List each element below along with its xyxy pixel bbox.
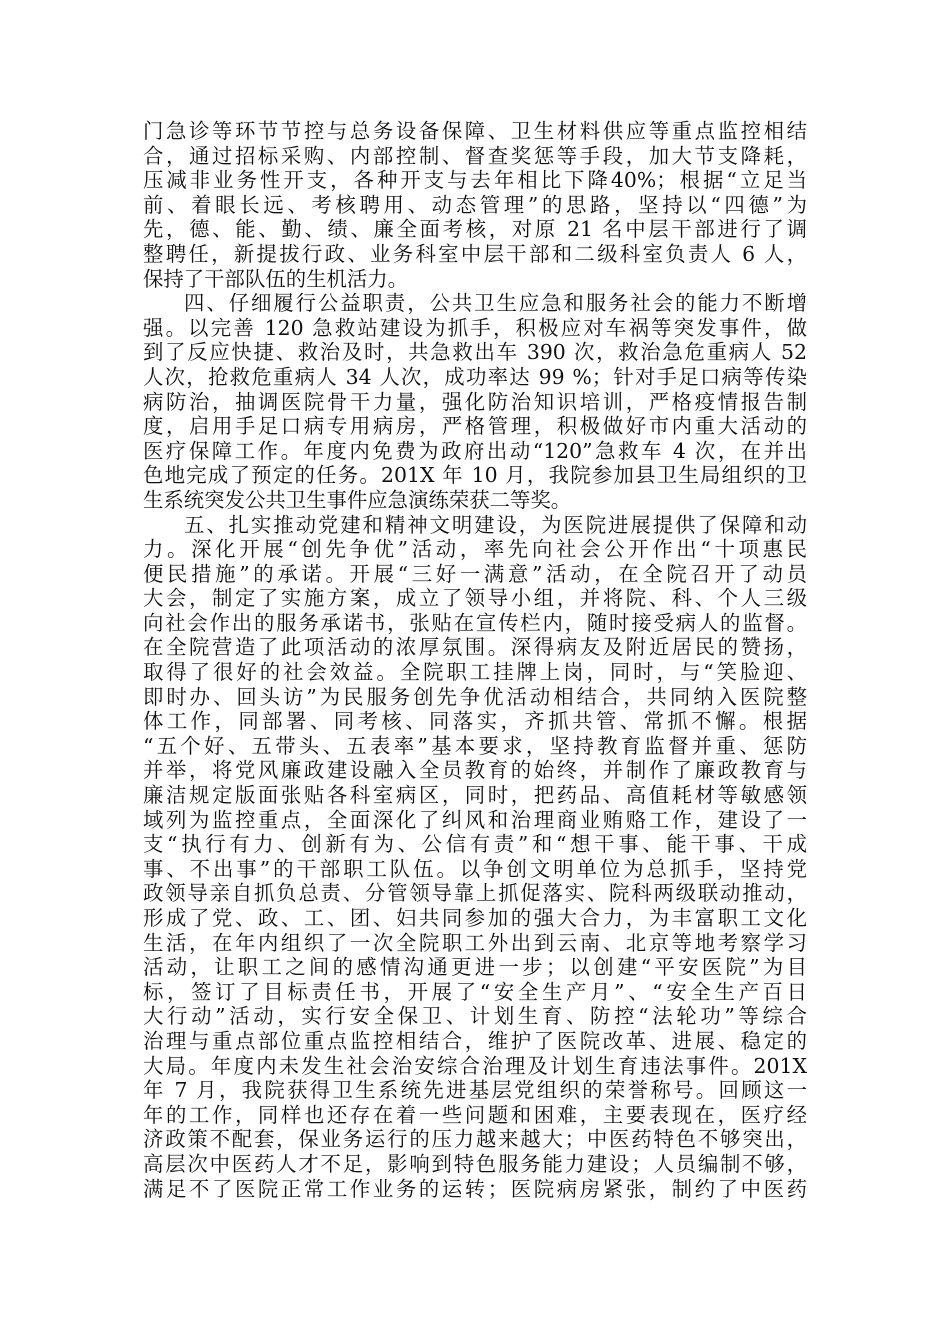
text-line: 在全院营造了此项活动的浓厚氛围。深得病友及附近居民的赞扬， <box>143 635 807 660</box>
text-line: 力。深化开展“创先争优”活动，率先向社会公开作出“十项惠民 <box>143 537 807 562</box>
text-line: 年 7 月，我院获得卫生系统先进基层党组织的荣誉称号。回顾这一 <box>143 1078 807 1103</box>
text-line: 大会，制定了实施方案，成立了领导小组，并将院、科、个人三级 <box>143 586 807 611</box>
text-line: 整聘任，新提拔行政、业务科室中层干部和二级科室负责人 6 人， <box>143 241 807 266</box>
text-line: 标，签订了目标责任书，开展了“安全生产月”、“安全生产百日 <box>143 979 807 1004</box>
text-line: 强。以完善 120 急救站建设为抓手，积极应对车祸等突发事件，做 <box>143 315 807 340</box>
paragraph-5 <box>143 513 807 1202</box>
text-line: 人次，抢救危重病人 34 人次，成功率达 99 %；针对手足口病等传染 <box>143 364 807 389</box>
text-line: 高层次中医药人才不足，影响到特色服务能力建设；人员编制不够， <box>143 1151 807 1176</box>
text-line: 治理与重点部位重点监控相结合，维护了医院改革、进展、稳定的 <box>143 1028 807 1053</box>
text-line: 病防治，抽调医院骨干力量，强化防治知识培训，严格疫情报告制 <box>143 389 807 414</box>
text-line: 到了反应快捷、救治及时，共急救出车 390 次，救治急危重病人 52 <box>143 340 807 365</box>
text-line: 活动，让职工之间的感情沟通更进一步；以创建“平安医院”为目 <box>143 955 807 980</box>
text-line: 政领导亲自抓负总责、分管领导靠上抓促落实、院科两级联动推动， <box>143 881 807 906</box>
text-line: 廉洁规定版面张贴各科室病区，同时，把药品、高值耗材等敏感领 <box>143 783 807 808</box>
text-line: 合，通过招标采购、内部控制、督查奖惩等手段，加大节支降耗， <box>143 143 807 168</box>
paragraph-3-continued <box>143 119 807 291</box>
text-line: 便民措施”的承诺。开展“三好一满意”活动，在全院召开了动员 <box>143 561 807 586</box>
text-line: 色地完成了预定的任务。201X 年 10 月，我院参加县卫生局组织的卫 <box>143 463 807 488</box>
text-line: 大局。年度内未发生社会治安综合治理及计划生育违法事件。201X <box>143 1053 807 1078</box>
text-line: 支“执行有力、创新有为、公信有责”和“想干事、能干事、干成 <box>143 832 807 857</box>
text-line: 形成了党、政、工、团、妇共同参加的强大合力，为丰富职工文化 <box>143 906 807 930</box>
text-line: 大行动”活动，实行安全保卫、计划生育、防控“法轮功”等综合 <box>143 1004 807 1029</box>
text-line: “五个好、五带头、五表率”基本要求，坚持教育监督并重、惩防 <box>143 733 807 758</box>
document-body <box>143 119 807 1201</box>
text-line: 取得了很好的社会效益。全院职工挂牌上岗，同时，与“笑脸迎、 <box>143 660 807 685</box>
text-line: 前、着眼长远、考核聘用、动态管理”的思路，坚持以“四德”为 <box>143 192 807 217</box>
text-line: 济政策不配套，保业务运行的压力越来越大；中医药特色不够突出， <box>143 1127 807 1152</box>
text-line: 五、扎实推动党建和精神文明建设，为医院进展提供了保障和动 <box>184 512 807 537</box>
text-line: 先，德、能、勤、绩、廉全面考核，对原 21 名中层干部进行了调 <box>143 217 807 242</box>
text-line: 并举，将党风廉政建设融入全员教育的始终，并制作了廉政教育与 <box>143 758 807 783</box>
text-line: 压减非业务性开支，各种开支与去年相比下降40%；根据“立足当 <box>143 168 807 193</box>
text-line: 四、仔细履行公益职责，公共卫生应急和服务社会的能力不断增 <box>184 291 807 316</box>
text-line: 体工作，同部署、同考核、同落实，齐抓共管、常抓不懈。根据 <box>143 709 807 734</box>
text-line: 向社会作出的服务承诺书，张贴在宣传栏内，随时接受病人的监督。 <box>143 610 807 635</box>
text-line: 保持了干部队伍的生机活力。 <box>143 266 409 291</box>
paragraph-4 <box>143 291 807 512</box>
text-line: 医疗保障工作。年度内免费为政府出动“120”急救车 4 次，在并出 <box>143 438 807 463</box>
text-line: 域列为监控重点，全面深化了纠风和治理商业贿赂工作，建设了一 <box>143 807 807 832</box>
text-line: 满足不了医院正常工作业务的运转；医院病房紧张，制约了中医药 <box>143 1176 807 1201</box>
text-line: 生系统突发公共卫生事件应急演练荣获二等奖。 <box>143 487 572 512</box>
text-line: 事、不出事”的干部职工队伍。以争创文明单位为总抓手，坚持党 <box>143 856 807 881</box>
text-line: 年的工作，同样也还存在着一些问题和困难，主要表现在，医疗经 <box>143 1102 807 1127</box>
text-line: 生活，在年内组织了一次全院职工外出到云南、北京等地考察学习 <box>143 930 807 955</box>
text-line: 门急诊等环节节控与总务设备保障、卫生材料供应等重点监控相结 <box>143 119 807 143</box>
text-line: 即时办、回头访”为民服务创先争优活动相结合，共同纳入医院整 <box>143 684 807 709</box>
text-line: 度，启用手足口病专用病房，严格管理，积极做好市内重大活动的 <box>143 414 807 439</box>
